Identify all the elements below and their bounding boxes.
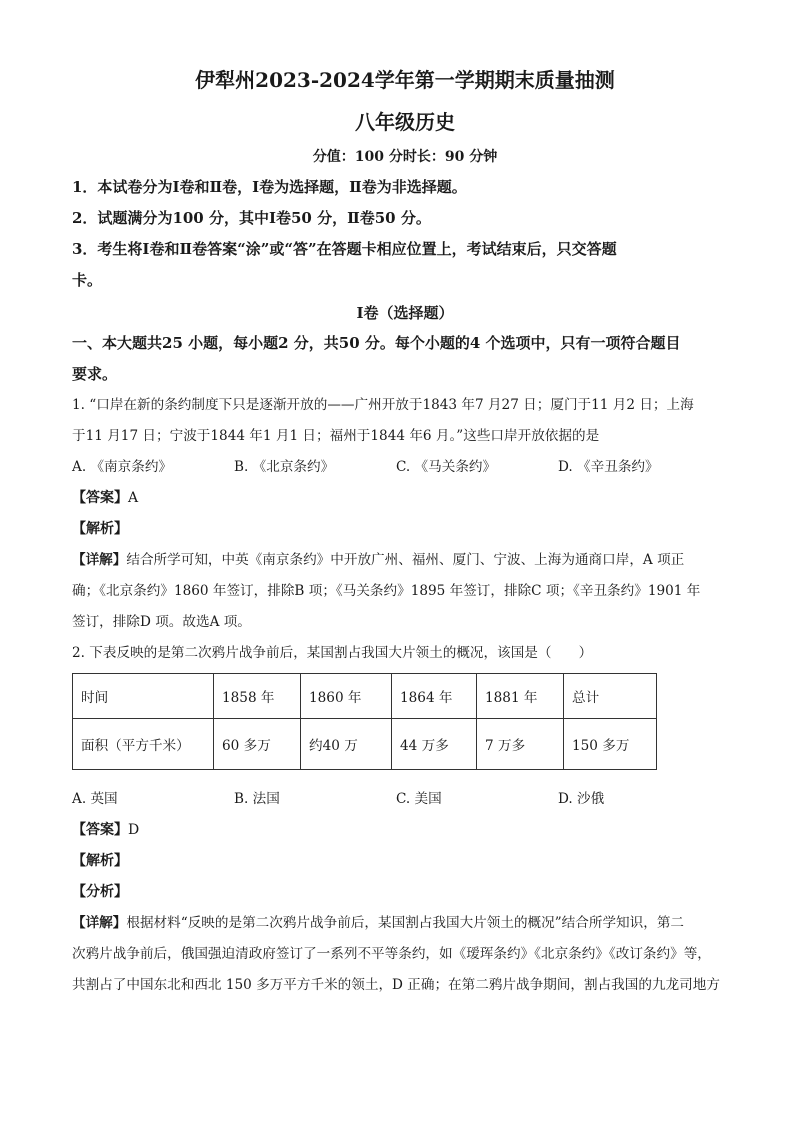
option-b: B. 法国 — [234, 791, 280, 807]
detail-line: 确；《北京条约》1860 年签订，排除B 项；《马关条约》1895 年签订，排除C 项；《辛丑条约》1901 年 — [72, 583, 701, 599]
table-cell: 1860 年 — [301, 674, 392, 719]
answer-label: 【答案】 — [72, 490, 128, 506]
table-row — [73, 719, 657, 770]
question-1 — [72, 390, 738, 638]
detail-label: 【详解】 — [72, 552, 127, 568]
question-stem: 于11 月17 日；宁波于1844 年1 月1 日；福州于1844 年6 月。”这些口岸开放依据的是 — [72, 428, 600, 444]
table-cell: 时间 — [73, 674, 214, 719]
question-stem: 2. 下表反映的是第二次鸦片战争前后，某国割占我国大片领土的概况，该国是（ ） — [72, 645, 593, 661]
analysis-line — [72, 514, 738, 545]
option-list — [72, 784, 738, 815]
analysis-line — [72, 846, 738, 877]
option-c: C. 美国 — [396, 791, 442, 807]
question-stem: 1. “口岸在新的条约制度下只是逐渐开放的——广州开放于1843 年7 月27 日；厦门于11 月2 日；上海 — [72, 397, 694, 413]
detail-text — [72, 545, 738, 576]
option-d: D. 《辛丑条约》 — [558, 459, 659, 475]
section-instruction: 一、本大题共25 小题，每小题2 分，共50 分。每个小题的4 个选项中，只有一项符合题目 — [72, 334, 681, 352]
table-cell: 44 万多 — [392, 719, 477, 770]
table-cell: 总计 — [564, 674, 657, 719]
territory-table — [72, 673, 657, 770]
exam-meta: 分值：100 分时长：90 分钟 — [312, 149, 498, 165]
notice-item: 2．试题满分为100 分，其中Ⅰ卷50 分，Ⅱ卷50 分。 — [72, 209, 431, 227]
notice-item: 1．本试卷分为Ⅰ卷和Ⅱ卷，Ⅰ卷为选择题，Ⅱ卷为非选择题。 — [72, 178, 467, 196]
fenxi-line — [72, 877, 738, 908]
table-cell: 1881 年 — [477, 674, 564, 719]
section-heading: Ⅰ卷（选择题） — [356, 304, 454, 322]
exam-subtitle: 八年级历史 — [355, 110, 455, 134]
detail-line: 结合所学可知，中英《南京条约》中开放广州、福州、厦门、宁波、上海为通商口岸，A 项正 — [126, 552, 685, 568]
option-a: A. 英国 — [72, 791, 118, 807]
option-list — [72, 452, 738, 483]
answer-line — [72, 815, 738, 846]
option-b: B. 《北京条约》 — [234, 459, 335, 475]
option-c: C. 《马关条约》 — [396, 459, 497, 475]
table-cell: 150 多万 — [564, 719, 657, 770]
table-cell: 约40 万 — [301, 719, 392, 770]
notice-item: 卡。 — [72, 271, 103, 289]
question-2 — [72, 638, 738, 1001]
notice-block — [72, 172, 738, 296]
table-cell: 60 多万 — [214, 719, 301, 770]
detail-line: 共割占了中国东北和西北 150 多万平方千米的领土，D 正确；在第二鸦片战争期间，割占我国的九龙司地方 — [72, 977, 720, 993]
detail-line: 根据材料“反映的是第二次鸦片战争前后，某国割占我国大片领土的概况”结合所学知识，第二 — [126, 915, 685, 931]
section-instruction: 要求。 — [72, 365, 118, 383]
answer-label: 【答案】 — [72, 822, 128, 838]
table-cell: 1858 年 — [214, 674, 301, 719]
detail-label: 【详解】 — [72, 915, 127, 931]
table-header-row — [73, 674, 657, 719]
detail-text — [72, 908, 738, 939]
fenxi-label: 【分析】 — [72, 884, 128, 900]
exam-title: 伊犁州2023-2024学年第一学期期末质量抽测 — [195, 68, 615, 92]
table-cell: 面积（平方千米） — [73, 719, 214, 770]
answer-value: D — [128, 822, 140, 838]
answer-line — [72, 483, 738, 514]
analysis-label: 【解析】 — [72, 521, 128, 537]
table-cell: 7 万多 — [477, 719, 564, 770]
detail-line: 次鸦片战争前后，俄国强迫清政府签订了一系列不平等条约，如《瑷珲条约》《北京条约》《改订条约》等， — [72, 946, 711, 962]
notice-item: 3．考生将Ⅰ卷和Ⅱ卷答案“涂”或“答”在答题卡相应位置上，考试结束后，只交答题 — [72, 240, 617, 258]
analysis-label: 【解析】 — [72, 853, 128, 869]
option-a: A. 《南京条约》 — [72, 459, 173, 475]
detail-line: 签订，排除D 项。故选A 项。 — [72, 614, 251, 630]
table-cell: 1864 年 — [392, 674, 477, 719]
option-d: D. 沙俄 — [558, 791, 605, 807]
answer-value: A — [128, 490, 139, 506]
